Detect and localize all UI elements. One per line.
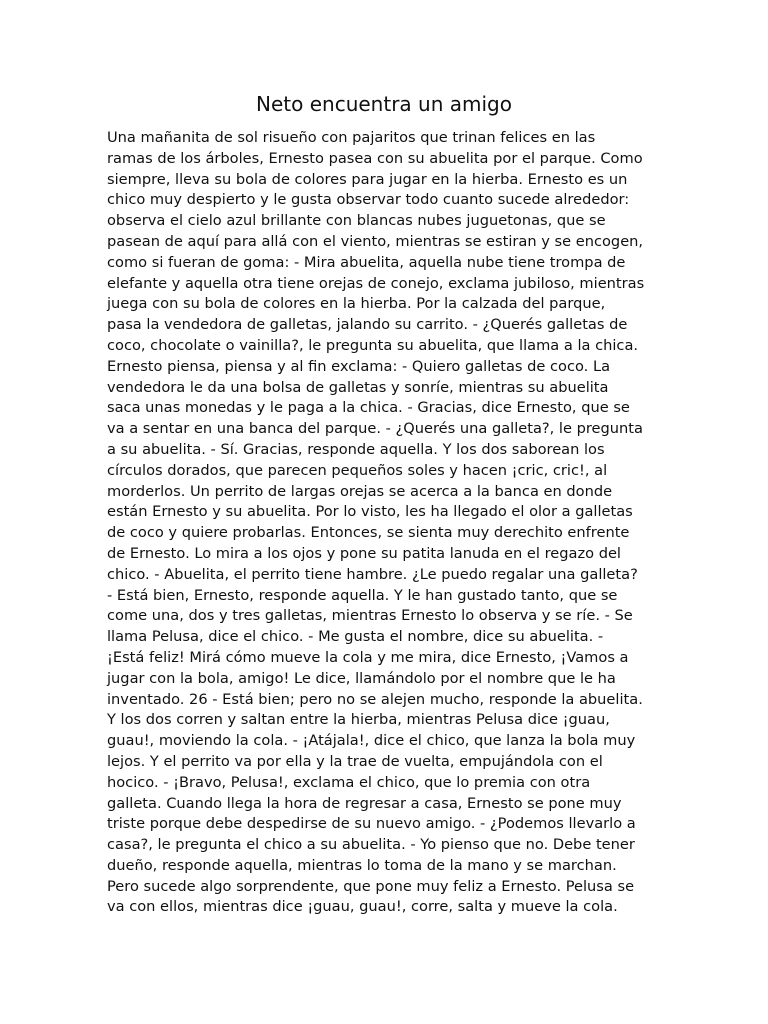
text-line: llama Pelusa, dice el chico. - Me gusta el nombre, dice su abuelita. -	[107, 628, 604, 646]
text-line: coco, chocolate o vainilla?, le pregunta su abuelita, que llama a la chica.	[107, 336, 639, 354]
text-line: Y los dos corren y saltan entre la hierba, mientras Pelusa dice ¡guau,	[107, 711, 610, 729]
text-line: - Está bien, Ernesto, responde aquella. Y le han gustado tanto, que se	[107, 586, 618, 604]
text-line: están Ernesto y su abuelita. Por lo visto, les ha llegado el olor a galletas	[107, 503, 633, 521]
text-line: inventado. 26 - Está bien; pero no se alejen mucho, responde la abuelita.	[107, 690, 643, 708]
text-line: hocico. - ¡Bravo, Pelusa!, exclama el chico, que lo premia con otra	[107, 773, 591, 791]
text-line: ramas de los árboles, Ernesto pasea con su abuelita por el parque. Como	[107, 149, 643, 167]
text-line: saca unas monedas y le paga a la chica. - Gracias, dice Ernesto, que se	[107, 399, 630, 417]
text-line: dueño, responde aquella, mientras lo toma de la mano y se marchan.	[107, 856, 617, 874]
text-line: va a sentar en una banca del parque. - ¿Querés una galleta?, le pregunta	[107, 420, 643, 438]
text-line: pasa la vendedora de galletas, jalando su carrito. - ¿Querés galletas de	[107, 316, 628, 334]
text-line: casa?, le pregunta el chico a su abuelita. - Yo pienso que no. Debe tener	[107, 836, 635, 854]
text-line: va con ellos, mientras dice ¡guau, guau!, corre, salta y mueve la cola.	[107, 898, 618, 916]
text-line: chico muy despierto y le gusta observar todo cuanto sucede alrededor:	[107, 191, 630, 209]
text-line: círculos dorados, que parecen pequeños soles y hacen ¡cric, cric!, al	[107, 461, 608, 479]
text-line: a su abuelita. - Sí. Gracias, responde aquella. Y los dos saborean los	[107, 440, 605, 458]
text-line: siempre, lleva su bola de colores para jugar en la hierba. Ernesto es un	[107, 170, 628, 188]
text-line: lejos. Y el perrito va por ella y la trae de vuelta, empujándola con el	[107, 752, 603, 770]
text-line: juega con su bola de colores en la hierba. Por la calzada del parque,	[107, 295, 606, 313]
text-line: pasean de aquí para allá con el viento, mientras se estiran y se encogen,	[107, 232, 644, 250]
text-line: come una, dos y tres galletas, mientras Ernesto lo observa y se ríe. - Se	[107, 607, 633, 625]
document-title: Neto encuentra un amigo	[256, 92, 512, 116]
text-line: como si fueran de goma: - Mira abuelita, aquella nube tiene trompa de	[107, 253, 626, 271]
text-line: de coco y quiere probarlas. Entonces, se sienta muy derechito enfrente	[107, 524, 630, 542]
text-line: ¡Está feliz! Mirá cómo mueve la cola y me mira, dice Ernesto, ¡Vamos a	[107, 648, 629, 666]
text-line: triste porque debe despedirse de su nuevo amigo. - ¿Podemos llevarlo a	[107, 815, 636, 833]
text-line: vendedora le da una bolsa de galletas y sonríe, mientras su abuelita	[107, 378, 609, 396]
text-line: chico. - Abuelita, el perrito tiene hambre. ¿Le puedo regalar una galleta?	[107, 565, 638, 583]
text-line: elefante y aquella otra tiene orejas de conejo, exclama jubiloso, mientras	[107, 274, 645, 292]
text-line: observa el cielo azul brillante con blancas nubes juguetonas, que se	[107, 212, 606, 230]
story-body	[107, 128, 667, 918]
text-line: Una mañanita de sol risueño con pajaritos que trinan felices en las	[107, 129, 596, 146]
text-line: de Ernesto. Lo mira a los ojos y pone su patita lanuda en el regazo del	[107, 544, 621, 562]
text-line: galleta. Cuando llega la hora de regresar a casa, Ernesto se pone muy	[107, 794, 622, 812]
text-line: Ernesto piensa, piensa y al fin exclama: - Quiero galletas de coco. La	[107, 357, 611, 375]
text-line: jugar con la bola, amigo! Le dice, llamándolo por el nombre que le ha	[107, 669, 616, 687]
text-line: morderlos. Un perrito de largas orejas se acerca a la banca en donde	[107, 482, 613, 500]
text-line: guau!, moviendo la cola. - ¡Atájala!, dice el chico, que lanza la bola muy	[107, 732, 636, 750]
text-line: Pero sucede algo sorprendente, que pone muy feliz a Ernesto. Pelusa se	[107, 877, 635, 895]
